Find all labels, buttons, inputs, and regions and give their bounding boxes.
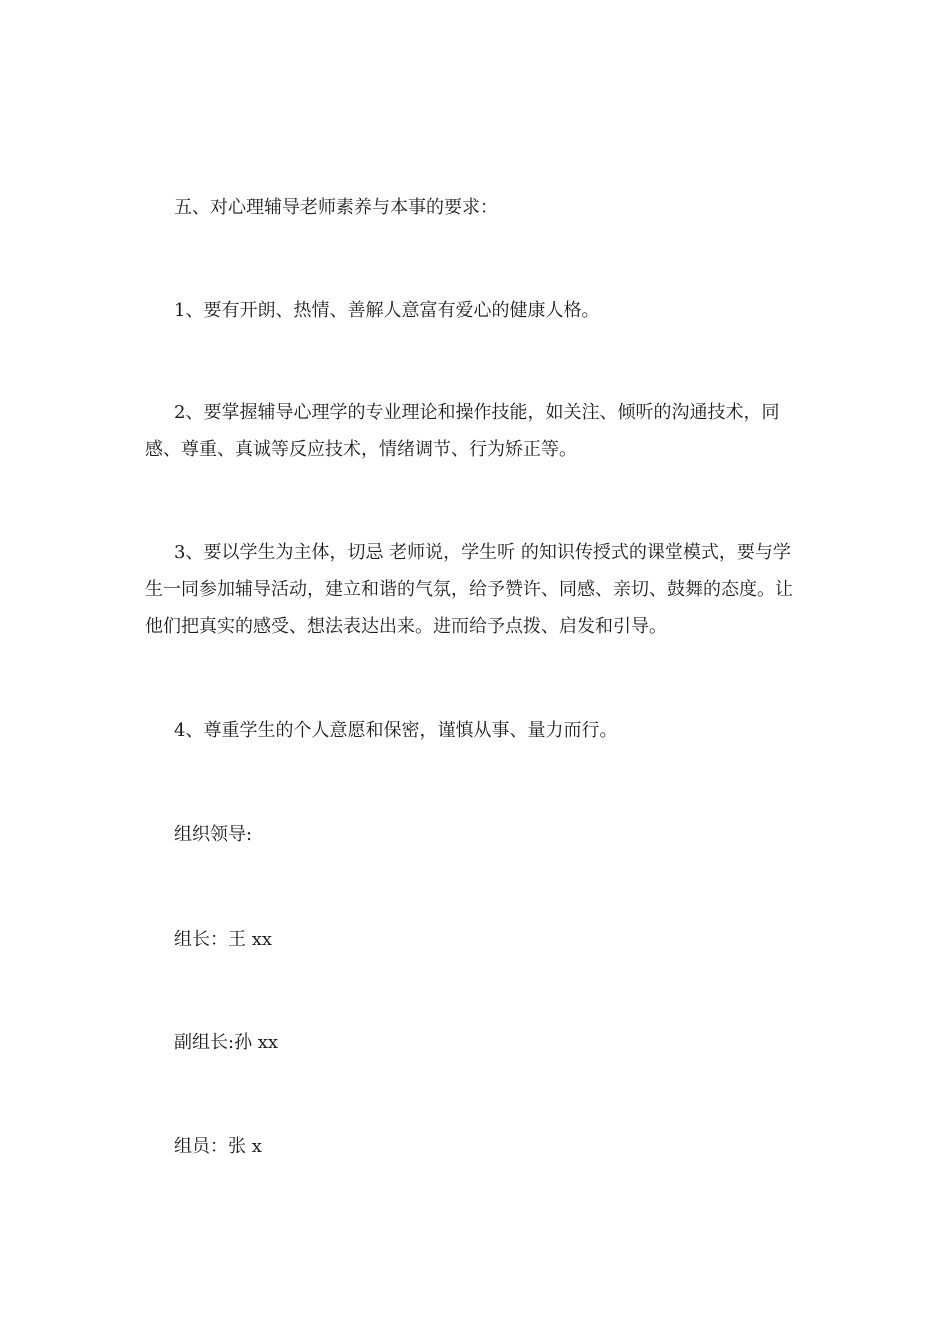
group-leader: 组长：王 xx (174, 929, 273, 950)
requirement-item-2: 2、要掌握辅导心理学的专业理论和操作技能，如关注、倾听的沟通技术，同感、尊重、真诚等反应技术，情绪调节、行为矫正等。 (145, 402, 780, 460)
section-heading: 五、对心理辅导老师素养与本事的要求： (174, 197, 498, 218)
requirement-item-4: 4、尊重学生的个人意愿和保密，谨慎从事、量力而行。 (174, 720, 618, 741)
group-member: 组员：张 x (174, 1136, 262, 1157)
organization-title: 组织领导: (174, 824, 253, 845)
deputy-leader: 副组长:孙 xx (174, 1032, 279, 1053)
requirement-item-3: 3、要以学生为主体，切忌 老师说，学生听 的知识传授式的课堂模式，要与学生一同参加辅导活动，建立和谐的气氛，给予赞许、同感、亲切、鼓舞的态度。让他们把真实的感受、想法表达出来。进而给予点拨、启发和引导。 (145, 542, 793, 637)
requirement-item-1: 1、要有开朗、热情、善解人意富有爱心的健康人格。 (174, 300, 600, 321)
